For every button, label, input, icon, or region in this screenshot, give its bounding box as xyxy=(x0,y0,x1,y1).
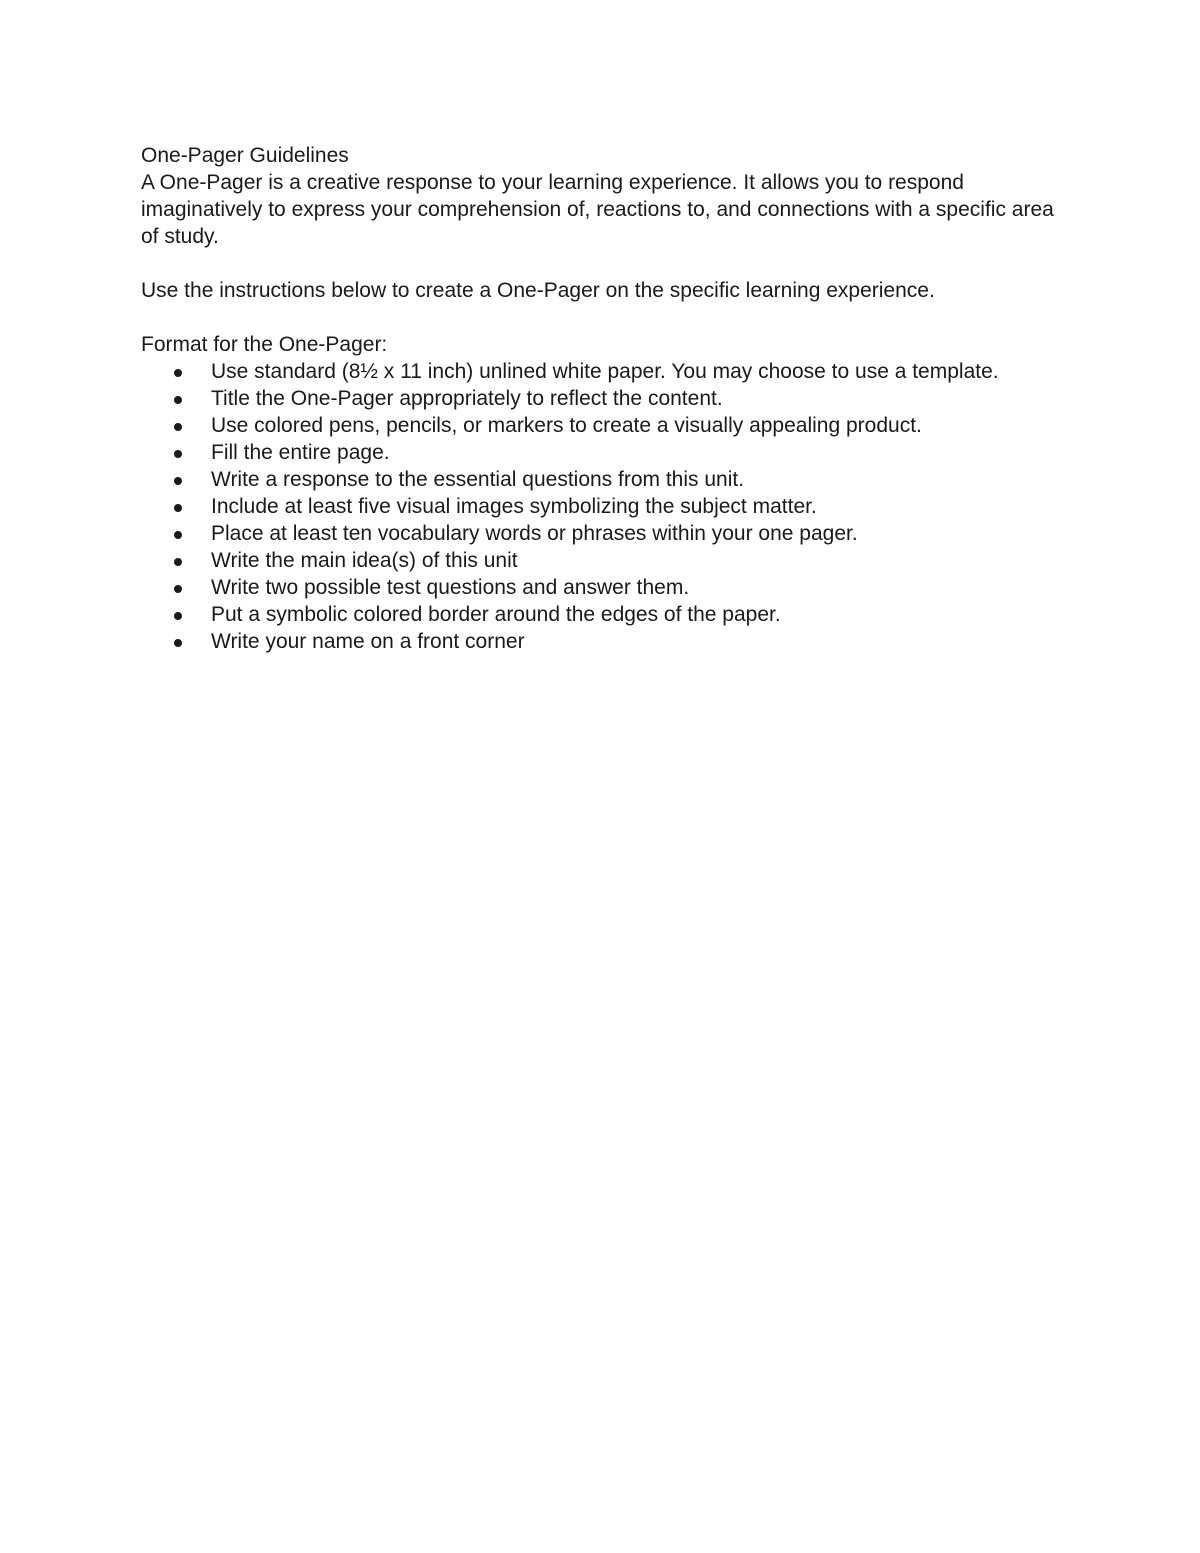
list-item-text: Write the main idea(s) of this unit xyxy=(211,549,518,572)
document-title: One-Pager Guidelines xyxy=(141,144,349,167)
paragraph-spacer xyxy=(141,250,1071,277)
list-item xyxy=(141,358,1071,385)
list-item-text: Put a symbolic colored border around the edges of the paper. xyxy=(211,603,781,626)
format-heading: Format for the One-Pager: xyxy=(141,333,388,356)
list-item-text: Write a response to the essential questions from this unit. xyxy=(211,468,745,491)
format-list xyxy=(141,358,1071,655)
bullet-icon xyxy=(174,423,182,431)
list-item-text: Fill the entire page. xyxy=(211,441,390,464)
bullet-icon xyxy=(174,639,182,647)
list-item xyxy=(141,574,1071,601)
list-item xyxy=(141,439,1071,466)
list-item xyxy=(141,412,1071,439)
bullet-icon xyxy=(174,585,182,593)
list-item-text: Use standard (8½ x 11 inch) unlined white paper. You may choose to use a template. xyxy=(211,360,999,383)
paragraph-spacer xyxy=(141,304,1071,331)
bullet-icon xyxy=(174,558,182,566)
document-body xyxy=(141,142,1071,655)
list-item-text: Write your name on a front corner xyxy=(211,630,525,653)
bullet-icon xyxy=(174,612,182,620)
list-item xyxy=(141,547,1071,574)
list-item xyxy=(141,601,1071,628)
bullet-icon xyxy=(174,504,182,512)
bullet-icon xyxy=(174,450,182,458)
bullet-icon xyxy=(174,477,182,485)
bullet-icon xyxy=(174,369,182,377)
list-item-text: Place at least ten vocabulary words or phrases within your one pager. xyxy=(211,522,858,545)
list-item xyxy=(141,628,1071,655)
intro-paragraph: A One-Pager is a creative response to your learning experience. It allows you to respond imaginatively to express your comprehension of, reactions to, and connections with a specific area of study. xyxy=(141,171,1054,248)
list-item-text: Include at least five visual images symbolizing the subject matter. xyxy=(211,495,817,518)
bullet-icon xyxy=(174,396,182,404)
list-item xyxy=(141,520,1071,547)
list-item xyxy=(141,466,1071,493)
list-item-text: Use colored pens, pencils, or markers to create a visually appealing product. xyxy=(211,414,922,437)
list-item-text: Title the One-Pager appropriately to reflect the content. xyxy=(211,387,723,410)
instruction-paragraph: Use the instructions below to create a One-Pager on the specific learning experience. xyxy=(141,279,935,302)
list-item-text: Write two possible test questions and answer them. xyxy=(211,576,690,599)
list-item xyxy=(141,385,1071,412)
list-item xyxy=(141,493,1071,520)
bullet-icon xyxy=(174,531,182,539)
